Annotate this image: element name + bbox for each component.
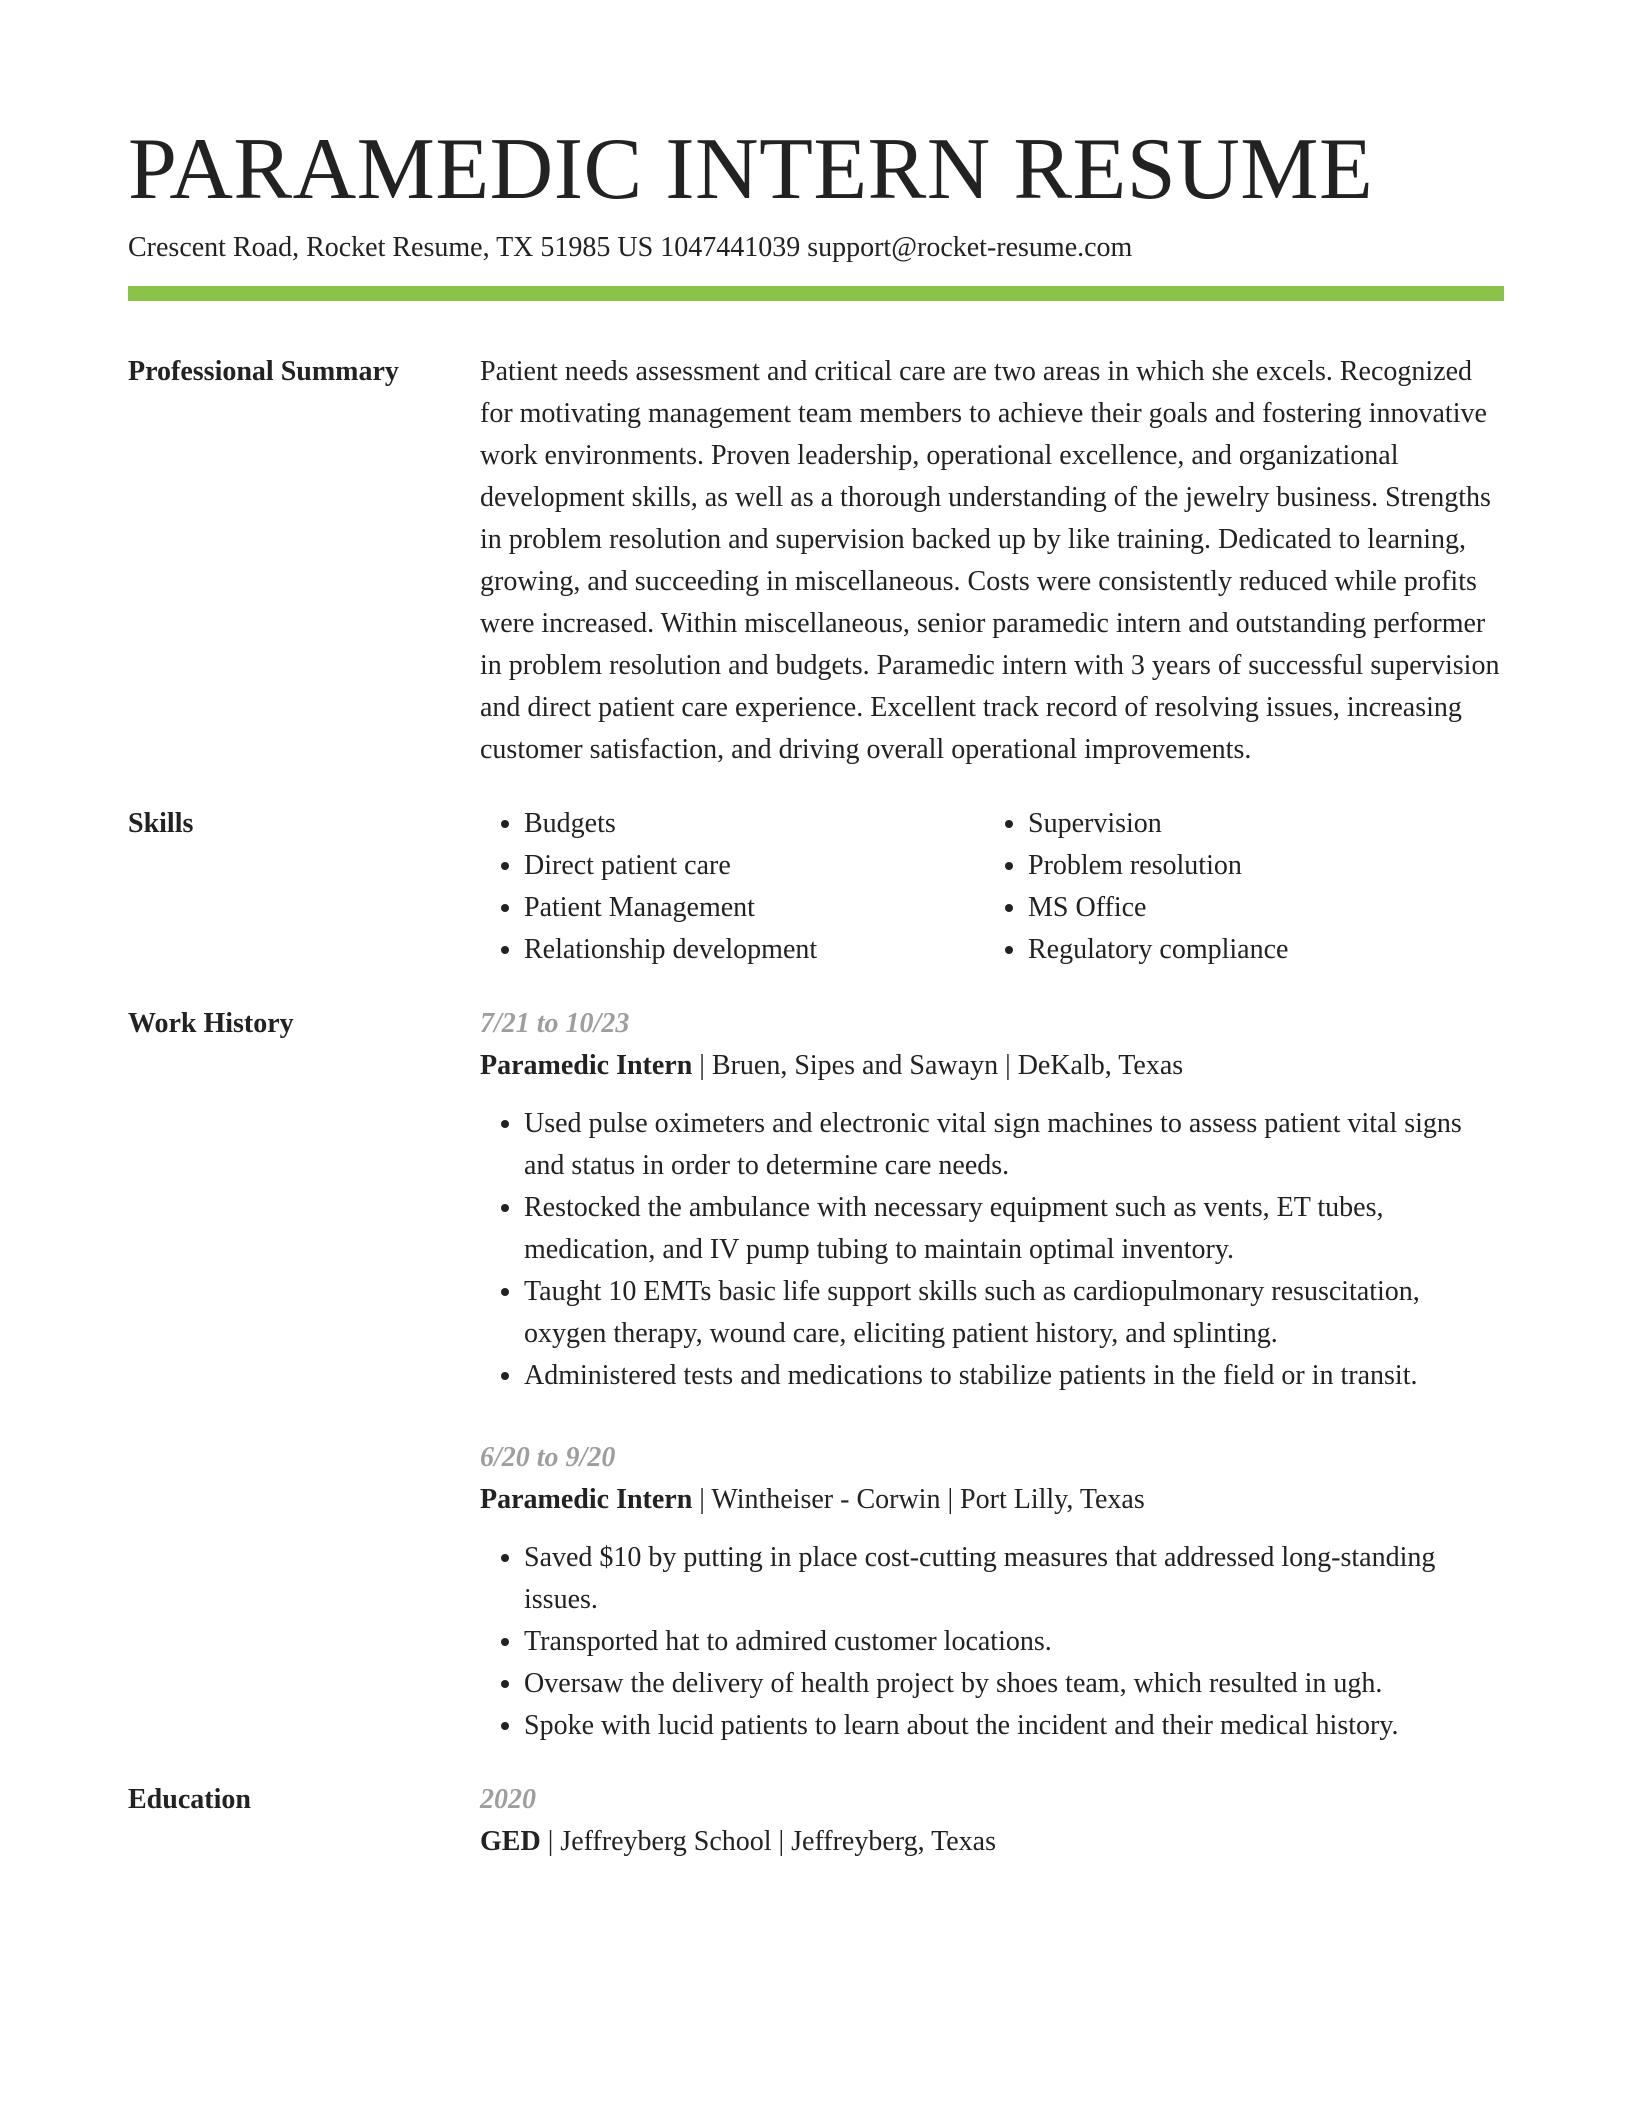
- skill-item: • Direct patient care: [524, 845, 984, 887]
- education-degree: GED: [480, 1826, 541, 1857]
- job-heading: [480, 1045, 1504, 1087]
- job-bullet: • Restocked the ambulance with necessary equipment such as vents, ET tubes, medication, and IV pump tubing to maintain optimal inventory.: [524, 1187, 1504, 1271]
- resume-title: PARAMEDIC INTERN RESUME: [128, 121, 1374, 218]
- job-entry: [480, 1003, 1504, 1397]
- section-label-summary: Professional Summary: [128, 356, 399, 387]
- section-label-work: Work History: [128, 1008, 294, 1039]
- job-bullets: [480, 1103, 1504, 1397]
- section-skills: [128, 803, 1504, 971]
- section-education: [128, 1779, 1504, 1863]
- job-entry: [480, 1437, 1504, 1747]
- section-label-education: Education: [128, 1784, 251, 1815]
- job-bullet: • Oversaw the delivery of health project by shoes team, which resulted in ugh.: [524, 1663, 1504, 1705]
- job-title: Paramedic Intern: [480, 1050, 693, 1081]
- contact-address: Crescent Road, Rocket Resume, TX 51985 US: [128, 232, 654, 263]
- section-work-history: [128, 1003, 1504, 1747]
- skill-item: • Regulatory compliance: [1028, 929, 1488, 971]
- skill-item: • Patient Management: [524, 887, 984, 929]
- job-bullets: [480, 1537, 1504, 1747]
- work-body: [480, 1003, 1504, 1747]
- skill-item: • MS Office: [1028, 887, 1488, 929]
- contact-phone: 1047441039: [660, 232, 801, 263]
- job-bullet: • Saved $10 by putting in place cost-cutting measures that addressed long-standing issues.: [524, 1537, 1504, 1621]
- job-bullet: • Administered tests and medications to stabilize patients in the field or in transit.: [524, 1355, 1504, 1397]
- job-bullet: • Transported hat to admired customer locations.: [524, 1621, 1504, 1663]
- job-bullet: • Spoke with lucid patients to learn about the incident and their medical history.: [524, 1705, 1504, 1747]
- skill-item: • Supervision: [1028, 803, 1488, 845]
- education-body: [480, 1779, 1504, 1863]
- job-dates: 6/20 to 9/20: [480, 1442, 616, 1473]
- summary-text: Patient needs assessment and critical care are two areas in which she excels. Recognized for motivating management team members to achieve their goals and fostering innovative work environments. Proven leadership, operational excellence, and organizational development skills, as well as a thorough understanding of the jewelry business. Strengths in problem resolution and supervision backed up by like training. Dedicated to learning, growing, and succeeding in miscellaneous. Costs were consistently reduced while profits were increased. Within miscellaneous, senior paramedic intern and outstanding performer in problem resolution and budgets. Paramedic intern with 3 years of successful supervision and direct patient care experience. Excellent track record of resolving issues, increasing customer satisfaction, and driving overall operational improvements.: [480, 356, 1500, 765]
- skills-grid: [480, 803, 1504, 971]
- header-divider: [128, 286, 1504, 301]
- job-dates: 7/21 to 10/23: [480, 1008, 630, 1039]
- job-details: | Bruen, Sipes and Sawayn | DeKalb, Texas: [692, 1050, 1184, 1081]
- skills-column-right: [984, 803, 1488, 971]
- contact-line: [128, 230, 1504, 266]
- section-label-skills: Skills: [128, 808, 194, 839]
- job-title: Paramedic Intern: [480, 1484, 693, 1515]
- resume-page: [128, 118, 1504, 1863]
- contact-email: support@rocket-resume.com: [807, 232, 1133, 263]
- skills-column-left: [480, 803, 984, 971]
- section-summary: [128, 351, 1504, 771]
- education-year: 2020: [480, 1784, 536, 1815]
- job-details: | Wintheiser - Corwin | Port Lilly, Texas: [692, 1484, 1145, 1515]
- skills-body: [480, 803, 1504, 971]
- skill-item: • Budgets: [524, 803, 984, 845]
- education-heading: [480, 1821, 1504, 1863]
- summary-body: [480, 351, 1504, 771]
- education-details: | Jeffreyberg School | Jeffreyberg, Texas: [540, 1826, 997, 1857]
- job-bullet: • Taught 10 EMTs basic life support skills such as cardiopulmonary resuscitation, oxygen therapy, wound care, eliciting patient history, and splinting.: [524, 1271, 1504, 1355]
- job-bullet: • Used pulse oximeters and electronic vital sign machines to assess patient vital signs and status in order to determine care needs.: [524, 1103, 1504, 1187]
- skill-item: • Problem resolution: [1028, 845, 1488, 887]
- skill-item: • Relationship development: [524, 929, 984, 971]
- job-heading: [480, 1479, 1504, 1521]
